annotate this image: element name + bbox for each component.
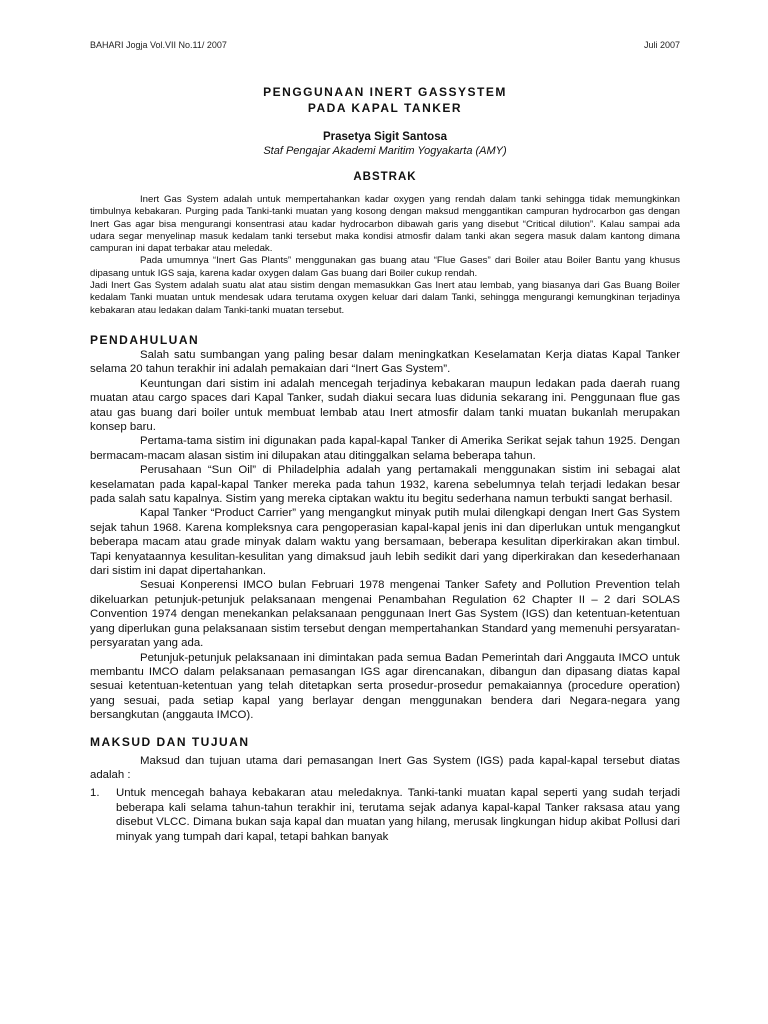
abstract-paragraph-2: Pada umumnya “Inert Gas Plants” menggunakan gas buang atau “Flue Gases” dari Boiler atau Boiler Bantu yang khusus dipasang untuk IGS saja, karena kadar oxygen dalam Gas buang dari Boiler cukup rendah. — [90, 255, 680, 279]
abstract-body — [90, 194, 680, 317]
section-heading-pendahuluan: PENDAHULUAN — [90, 332, 200, 347]
issue-date: Juli 2007 — [643, 40, 680, 50]
maksud-intro: Maksud dan tujuan utama dari pemasangan Inert Gas System (IGS) pada kapal-kapal tersebut diatas adalah : — [90, 754, 680, 781]
section-heading-maksud: MAKSUD DAN TUJUAN — [90, 734, 250, 749]
body-paragraph-6: Sesuai Konperensi IMCO bulan Februari 1978 mengenai Tanker Safety and Pollution Prevention telah dikeluarkan petunjuk-petunjuk pelaksanaan mengenai Penambahan Regulation 62 Chapter II – 2 dari SOLAS Convention 1974 dengan menekankan pelaksanaan penggunaan Inert Gas System (IGS) dan ketentuan-ketentuan yang diperlukan guna pelaksanaan sistim tersebut dengan mempertahankan Standard yang memenuhi persyaratan-persyaratan yang ada. — [90, 579, 680, 650]
list-item-text: Untuk mencegah bahaya kebakaran atau meledaknya. Tanki-tanki muatan kapal seperti yang sudah terjadi beberapa kali selama tahun-tahun terakhir ini, terutama sejak adanya kapal-kapal Tanker raksasa atau yang disebut VLCC. Dimana bukan saja kapal dan muatan yang hilang, merusak lingkungan hidup akibat Pollusi dari minyak yang tumpah dari kapal, tetapi bahkan banyak — [116, 787, 680, 843]
abstract-heading: ABSTRAK — [353, 171, 417, 183]
body-paragraph-3: Pertama-tama sistim ini digunakan pada kapal-kapal Tanker di Amerika Serikat sejak tahun 1925. Dengan bermacam-macam alasan sistim ini dilupakan atau ditinggalkan selama beberapa tahun. — [90, 435, 680, 462]
section-body-pendahuluan — [90, 348, 680, 723]
body-paragraph-4: Perusahaan “Sun Oil” di Philadelphia adalah yang pertamakali menggunakan sistim ini sebagai alat keselamatan pada kapal-kapal Tanker mereka pada tahun 1932, karena sebelumnya telah terjadi ledakan besar pada salah satu kapalnya. Sistim yang mereka ciptakan waktu itu begitu sederhana namun terbukti sangat berhasil. — [90, 464, 680, 506]
journal-name: BAHARI Jogja Vol.VII No.11/ 2007 — [90, 40, 227, 50]
list-item — [90, 786, 680, 844]
body-paragraph-7: Petunjuk-petunjuk pelaksanaan ini dimintakan pada semua Badan Pemerintah dari Anggauta IMCO untuk membantu IMCO dalam pelaksanaan pemasangan IGS agar direncanakan, dibangun dan dipasang diatas kapal sesuai ketentuan-ketentuan yang telah ditetapkan serta prosedur-prosedur pemakaiannya (procedure operation) yang sesuai, pada setiap kapal yang berlayar dengan menggunakan bendera dari Negara-negara yang bersangkutan (anggauta IMCO). — [90, 651, 680, 722]
title-line-1: PENGGUNAAN INERT GASSYSTEM — [263, 85, 507, 99]
list-item-number: 1. — [90, 787, 100, 800]
body-paragraph-5: Kapal Tanker “Product Carrier” yang mengangkut minyak putih mulai dilengkapi dengan Inert Gas System sejak tahun 1968. Karena kompleksnya cara pengoperasian kapal-kapal jenis ini dan diperlukan untuk mengangkut beberapa macam atau grade minyak dalam waktu yang bersamaan, beberapa kesulitan diperkirakan akan timbul. Tapi kenyataannya kesulitan-kesulitan yang dimaksud jauh lebih sedikit dari yang diperkirakan dan kesederhanaan dari sistim ini dapat dipertahankan. — [90, 507, 680, 578]
paper-title — [90, 84, 680, 116]
paper-page — [90, 40, 680, 844]
title-line-2: PADA KAPAL TANKER — [307, 101, 463, 115]
abstract-paragraph-1: Inert Gas System adalah untuk mempertahankan kadar oxygen yang rendah dalam tanki sehingga tidak memungkinkan timbulnya kebakaran. Purging pada Tanki-tanki muatan yang kosong dengan maksud menggantikan campuran hydrocarbon gas dengan Inert Gas agar bisa mengurangi konsentrasi atau kadar hydrocarbon dibawah garis yang disebut “Critical dilution”. Kalau sampai ada udara segar menyelinap masuk kedalam tanki tersebut maka kondisi atmosfir dalam tanki akan segera masuk dalam kantong dimana campuran ini dapat terbakar atau meledak. — [90, 194, 680, 255]
running-header — [90, 40, 680, 54]
author-affiliation: Staf Pengajar Akademi Maritim Yogyakarta (AMY) — [263, 145, 507, 157]
author-name: Prasetya Sigit Santosa — [323, 131, 447, 143]
body-paragraph-2: Keuntungan dari sistim ini adalah mencegah terjadinya kebakaran maupun ledakan pada daerah ruang muatan atau cargo spaces dari Kapal Tanker, sudah diakui secara luas didunia sekarang ini. Penggunaan flue gas atau gas buang dari boiler untuk membuat lembab atau Inert atmosfir dalam tanki muatan bukanlah merupakan konsep baru. — [90, 377, 680, 433]
section-body-maksud — [90, 754, 680, 844]
body-paragraph-1: Salah satu sumbangan yang paling besar dalam meningkatkan Keselamatan Kerja diatas Kapal Tanker selama 20 tahun terakhir ini adalah pemakaian dari “Inert Gas System”. — [90, 348, 680, 376]
abstract-paragraph-3: Jadi Inert Gas System adalah suatu alat atau sistim dengan memasukkan Gas Inert atau lembab, yang biasanya dari Gas Buang Boiler kedalam Tanki muatan untuk mendesak udara terutama oxygen keluar dari dalam Tanki, sehingga mengurangi kemungkinan terjadinya kebakaran atau ledakan dalam Tanki-tanki muatan tersebut. — [90, 280, 680, 316]
